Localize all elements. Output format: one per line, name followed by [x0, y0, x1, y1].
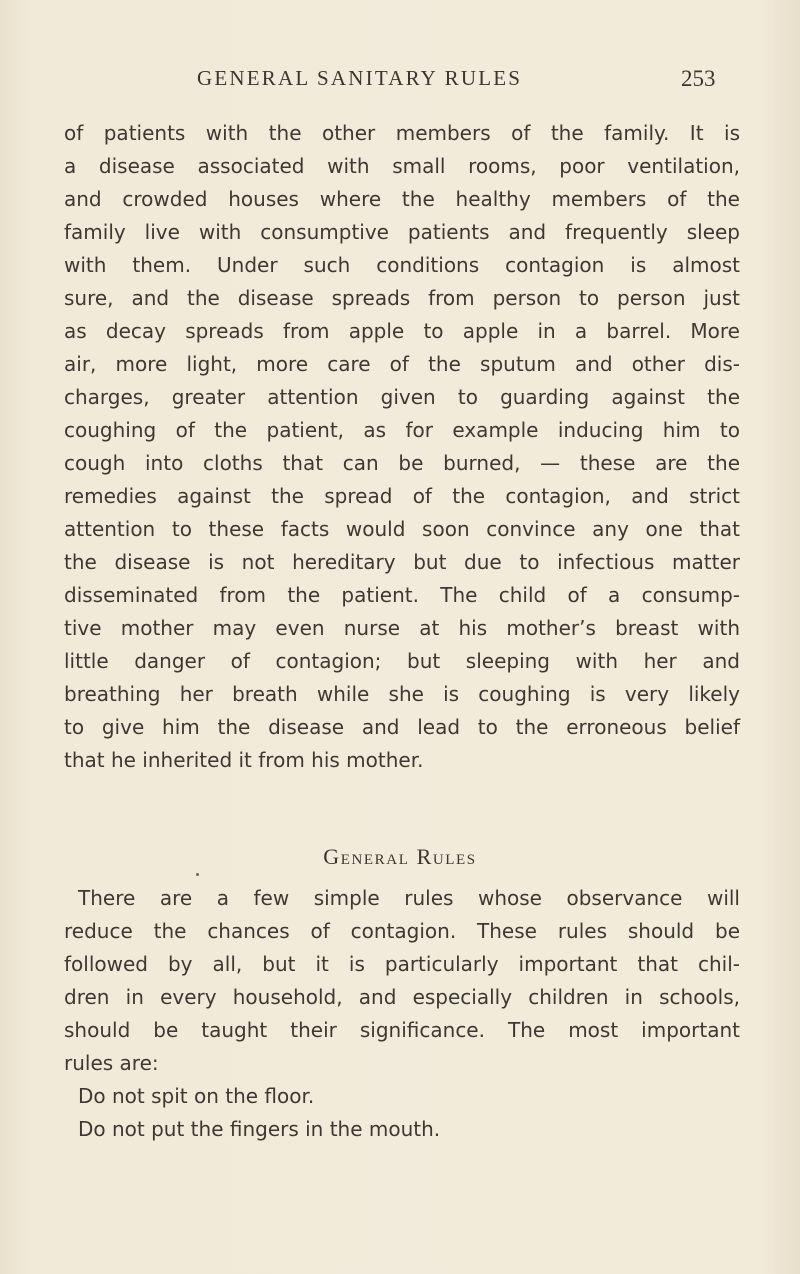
text-line: should be taught their significance. The most important [64, 1018, 740, 1042]
text-line: and crowded houses where the healthy members of the [64, 187, 740, 211]
text-line: family live with consumptive patients and frequently sleep [64, 220, 740, 244]
text-line: tive mother may even nurse at his mother’s breast with [64, 616, 740, 640]
text-line: followed by all, but it is particularly important that chil- [64, 952, 740, 976]
text-line: disseminated from the patient. The child of a consump- [64, 583, 740, 607]
section-heading: General Rules [323, 844, 477, 869]
text-line: remedies against the spread of the contagion, and strict [64, 484, 740, 508]
text-line: of patients with the other members of the family. It is [64, 121, 740, 145]
paragraph-contagion [64, 117, 740, 777]
text-line: reduce the chances of contagion. These rules should be [64, 919, 740, 943]
print-speck [196, 873, 199, 876]
text-line: the disease is not hereditary but due to infectious matter [64, 550, 740, 574]
text-line: to give him the disease and lead to the erroneous belief [64, 715, 740, 739]
text-line: charges, greater attention given to guarding against the [64, 385, 740, 409]
text-line: coughing of the patient, as for example inducing him to [64, 418, 740, 442]
text-line: little danger of contagion; but sleeping with her and [64, 649, 740, 673]
rule-item: Do not put the fingers in the mouth. [78, 1117, 441, 1141]
text-line: with them. Under such conditions contagion is almost [64, 253, 740, 277]
text-line: There are a few simple rules whose observance will [78, 886, 740, 910]
page-number: 253 [681, 66, 716, 91]
text-line: cough into cloths that can be burned, — these are the [64, 451, 740, 475]
text-line: a disease associated with small rooms, poor ventilation, [64, 154, 740, 178]
running-head [0, 66, 800, 100]
text-line: dren in every household, and especially children in schools, [64, 985, 740, 1009]
text-line: sure, and the disease spreads from person to person just [64, 286, 740, 310]
text-line: attention to these facts would soon convince any one that [64, 517, 740, 541]
running-title: GENERAL SANITARY RULES [197, 66, 523, 90]
text-line: as decay spreads from apple to apple in a barrel. More [64, 319, 740, 343]
text-line: that he inherited it from his mother. [64, 748, 424, 772]
text-line: breathing her breath while she is coughing is very likely [64, 682, 740, 706]
paragraph-general-rules [64, 882, 740, 1146]
text-line: air, more light, more care of the sputum and other dis- [64, 352, 740, 376]
text-line: rules are: [64, 1051, 159, 1075]
rule-item: Do not spit on the floor. [78, 1084, 315, 1108]
